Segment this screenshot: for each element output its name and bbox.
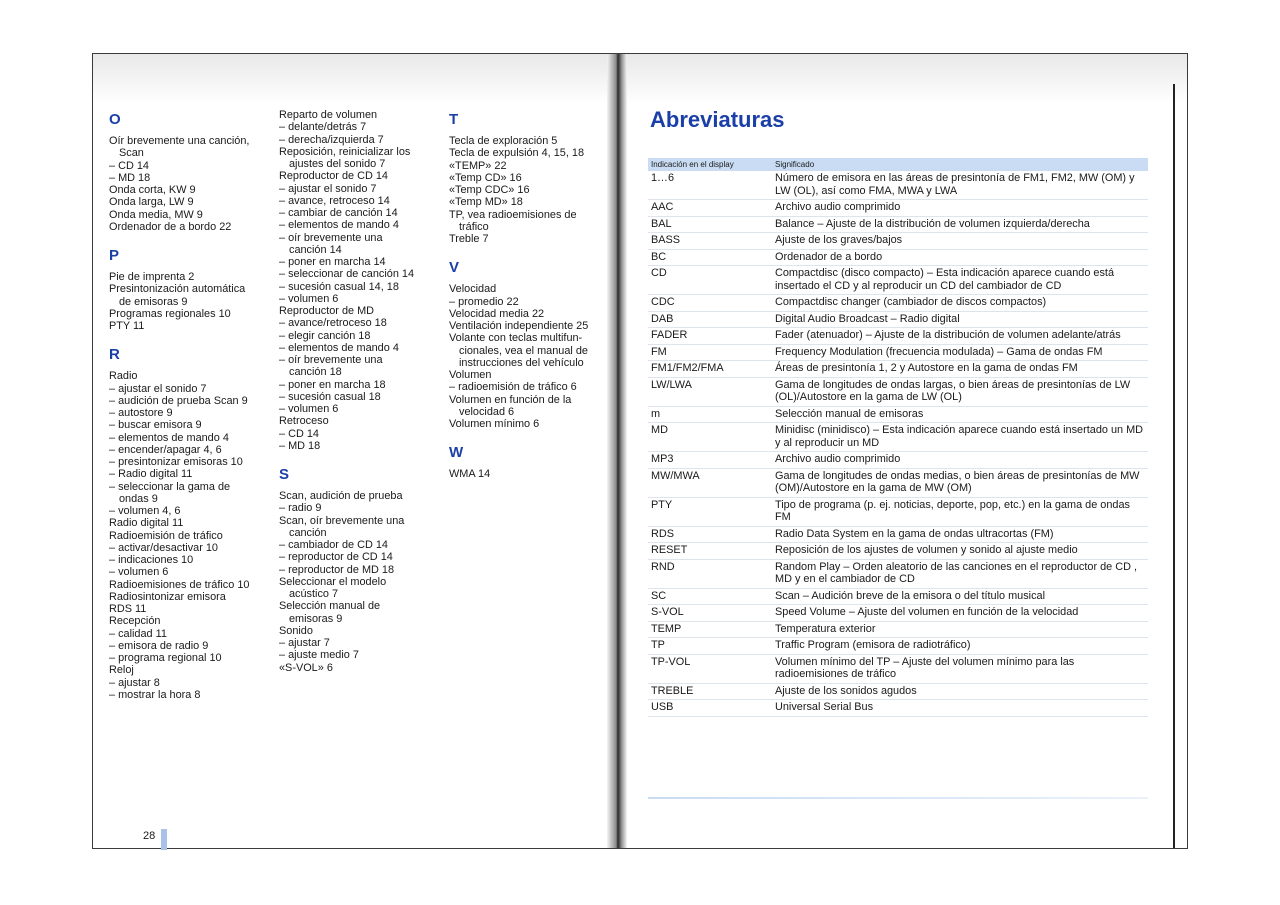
table-row [648,233,1148,250]
abbreviation-cell: BAL [648,216,772,233]
meaning-cell: Archivo audio comprimido [772,452,1148,469]
index-entry: acústico 7 [289,588,339,600]
index-entry: RDS 11 [109,603,147,615]
index-entry: – poner en marcha 14 [279,256,386,268]
table-row [648,588,1148,605]
index-entry: – programa regional 10 [109,652,222,664]
index-entry: – delante/detrás 7 [279,121,367,134]
abbreviation-cell: m [648,406,772,423]
index-column-1 [109,109,269,701]
index-entry: «Temp CDC» 16 [449,184,530,196]
index-entry: – radio 9 [279,502,322,515]
index-entry: Radiosintonizar emisora [109,590,226,603]
index-entry: Tecla de exploración 5 [449,135,558,147]
table-row [648,700,1148,717]
index-entry: canción 14 [289,243,342,256]
index-letter-heading: O [109,111,121,128]
abbreviation-cell: PTY [648,497,772,526]
meaning-cell: Scan – Audición breve de la emisora o del título musical [772,588,1148,605]
index-entry: Onda larga, LW 9 [109,196,194,209]
index-entry: – seleccionar de canción 14 [279,268,415,281]
meaning-cell: Minidisc (minidisco) – Esta indicación aparece cuando está insertado un MD y al reproducir un MD [772,423,1148,452]
index-entry: – elementos de mando 4 [279,341,399,354]
index-entry: – radioemisión de tráfico 6 [449,381,577,394]
table-row [648,497,1148,526]
abbreviation-cell: 1…6 [648,171,772,200]
meaning-cell: Gama de longitudes de ondas medias, o bien áreas de presintonías de MW (OM)/Autostore en la gama de MW (OM) [772,468,1148,497]
meaning-cell: Áreas de presintonía 1, 2 y Autostore en la gama de ondas FM [772,361,1148,378]
index-entry: ajustes del sonido 7 [289,158,386,170]
meaning-cell: Gama de longitudes de ondas largas, o bien áreas de presintonías de LW (OL)/Autostore en la gama de LW (OL) [772,377,1148,406]
index-entry: – ajustar el sonido 7 [279,182,377,195]
index-entry: Onda corta, KW 9 [109,184,196,196]
abbreviation-cell: BC [648,249,772,266]
index-entry: – derecha/izquierda 7 [279,133,384,146]
table-row [648,344,1148,361]
meaning-cell: Compactdisc changer (cambiador de discos compactos) [772,295,1148,312]
index-entry: – volumen 4, 6 [109,505,181,517]
index-entry: Radio digital 11 [109,517,184,530]
abbreviation-cell: AAC [648,200,772,217]
index-entry: Sonido [279,624,313,637]
index-entry: – cambiar de canción 14 [279,207,398,219]
table-row [648,328,1148,345]
index-entry: – avance/retroceso 18 [279,317,387,330]
index-entry: Reparto de volumen [279,109,378,121]
index-entry: Volumen [449,369,492,381]
index-letter-heading: P [109,247,120,264]
column-header-display: Indicación en el display [648,158,772,171]
index-entry: – emisora de radio 9 [109,639,209,652]
index-entry: Velocidad [449,283,497,296]
abbreviation-cell: CDC [648,295,772,312]
index-column-2 [279,109,439,674]
abbreviation-cell: FM [648,344,772,361]
index-entry: Programas regionales 10 [109,307,231,320]
index-entry: – reproductor de CD 14 [279,551,393,564]
index-entry: – ajustar el sonido 7 [109,382,207,395]
index-entry: – oír brevemente una [279,354,383,366]
index-entry: Volumen mínimo 6 [449,418,540,430]
meaning-cell: Frequency Modulation (frecuencia modulada) – Gama de ondas FM [772,344,1148,361]
abbreviation-cell: S-VOL [648,605,772,622]
meaning-cell: Ajuste de los graves/bajos [772,233,1148,250]
index-entry: Pie de imprenta 2 [109,271,195,283]
table-header-row [648,158,1148,171]
index-entry: – MD 18 [109,171,151,184]
abbreviation-cell: RND [648,559,772,588]
abbreviation-cell: MW/MWA [648,468,772,497]
meaning-cell: Universal Serial Bus [772,700,1148,717]
index-entry: – elegir canción 18 [279,329,371,342]
index-entry: – cambiador de CD 14 [279,539,388,551]
meaning-cell: Ajuste de los sonidos agudos [772,683,1148,700]
table-body [648,171,1148,716]
table-row [648,468,1148,497]
meaning-cell: Compactdisc (disco compacto) – Esta indicación aparece cuando está insertado el CD y al reproducir un CD del cambiador de CD [772,266,1148,295]
index-entry: – seleccionar la gama de [109,480,231,493]
index-column-3 [449,109,609,481]
index-entry: – indicaciones 10 [109,554,194,566]
meaning-cell: Random Play – Orden aleatorio de las canciones en el reproductor de CD , MD y en el cambiador de CD [772,559,1148,588]
index-entry: Volante con teclas multifun- [449,332,583,345]
index-entry: – volumen 6 [109,566,169,579]
index-entry: – ajuste medio 7 [279,649,359,662]
index-entry: – reproductor de MD 18 [279,563,395,576]
meaning-cell: Selección manual de emisoras [772,406,1148,423]
meaning-cell: Reposición de los ajustes de volumen y sonido al ajuste medio [772,543,1148,560]
index-entry: Scan [119,147,144,160]
table-row [648,249,1148,266]
table-row [648,654,1148,683]
index-entry: de emisoras 9 [119,295,188,308]
index-entry: Tecla de expulsión 4, 15, 18 [449,147,585,160]
table-row [648,621,1148,638]
index-letter-heading: T [449,111,459,128]
page-number: 28 [143,830,156,842]
index-entry: ondas 9 [119,492,158,505]
index-entry: WMA 14 [449,468,491,481]
index-entry: – poner en marcha 18 [279,378,386,391]
index-entry: Reproductor de MD [279,305,375,317]
table-row [648,605,1148,622]
index-entry: Ordenador de a bordo 22 [109,220,232,233]
table-row [648,361,1148,378]
index-entry: TP, vea radioemisiones de [449,208,577,221]
index-entry: «TEMP» 22 [449,159,507,172]
table-row [648,406,1148,423]
index-entry: – Radio digital 11 [109,468,193,481]
index-entry: – volumen 6 [279,403,339,415]
index-entry: Selección manual de [279,600,381,613]
index-entry: Retroceso [279,415,329,428]
abbreviation-cell: SC [648,588,772,605]
index-entry: – volumen 6 [279,292,339,305]
meaning-cell: Speed Volume – Ajuste del volumen en función de la velocidad [772,605,1148,622]
abbreviation-cell: RESET [648,543,772,560]
abbreviation-cell: TREBLE [648,683,772,700]
index-entry: cionales, vea el manual de [459,344,588,357]
abbreviation-cell: MD [648,423,772,452]
index-entry: Oír brevemente una canción, [109,135,250,147]
index-entry: canción [289,526,327,539]
table-row [648,266,1148,295]
meaning-cell: Radio Data System en la gama de ondas ultracortas (FM) [772,526,1148,543]
index-entry: – oír brevemente una [279,231,383,244]
index-letter-heading: V [449,259,460,277]
meaning-cell: Temperatura exterior [772,621,1148,638]
index-entry: – sucesión casual 18 [279,390,381,403]
index-entry: – elementos de mando 4 [279,219,399,232]
index-entry: Radio [109,370,138,383]
index-entry: Radioemisiones de tráfico 10 [109,578,250,591]
index-entry: – sucesión casual 14, 18 [279,280,399,293]
abbreviation-cell: USB [648,700,772,717]
index-entry: instrucciones del vehículo [459,356,584,369]
index-entry: – avance, retroceso 14 [279,194,390,207]
table-row [648,452,1148,469]
index-entry: PTY 11 [109,320,145,332]
abbreviation-cell: TP-VOL [648,654,772,683]
table-bottom-rule [648,797,1148,799]
index-entry: – CD 14 [109,159,149,172]
abbreviation-cell: TP [648,638,772,655]
index-entry: tráfico [459,220,489,233]
index-entry: – ajustar 7 [279,637,330,649]
index-entry: «Temp MD» 18 [449,196,523,209]
meaning-cell: Fader (atenuador) – Ajuste de la distribución de volumen adelante/atrás [772,328,1148,345]
meaning-cell: Volumen mínimo del TP – Ajuste del volumen mínimo para las radioemisiones de tráfico [772,654,1148,683]
table-row [648,200,1148,217]
abbreviation-cell: FADER [648,328,772,345]
table-row [648,311,1148,328]
abbreviation-cell: RDS [648,526,772,543]
index-entry: – autostore 9 [109,407,173,419]
index-letter-heading: R [109,346,120,364]
table-row [648,423,1148,452]
page-title: Abreviaturas [650,107,785,132]
table-row [648,543,1148,560]
index-entry: – elementos de mando 4 [109,431,229,444]
index-entry: – activar/desactivar 10 [109,541,218,554]
index-entry: Reproductor de CD 14 [279,170,388,183]
meaning-cell: Tipo de programa (p. ej. noticias, deporte, pop, etc.) en la gama de ondas FM [772,497,1148,526]
table-row [648,526,1148,543]
index-letter-heading: S [279,466,290,483]
abbreviation-cell: TEMP [648,621,772,638]
index-entry: canción 18 [289,366,342,379]
index-entry: Velocidad media 22 [449,307,545,320]
meaning-cell: Número de emisora en las áreas de presintonía de FM1, FM2, MW (OM) y LW (OL), así como FMA, MWA y LWA [772,171,1148,200]
table-row [648,171,1148,200]
index-entry: Reposición, reinicializar los [279,145,411,158]
index-entry: – MD 18 [279,439,321,452]
index-entry: «Temp CD» 16 [449,171,522,184]
page-tab-marker [161,829,167,850]
abbreviation-cell: LW/LWA [648,377,772,406]
index-entry: Scan, oír brevemente una [279,514,405,527]
index-entry: Volumen en función de la [449,393,572,406]
index-entry: Treble 7 [449,233,489,245]
meaning-cell: Traffic Program (emisora de radiotráfico) [772,638,1148,655]
page-edge [1173,84,1175,848]
meaning-cell: Digital Audio Broadcast – Radio digital [772,311,1148,328]
index-entry: velocidad 6 [459,405,515,418]
abbreviation-cell: DAB [648,311,772,328]
index-entry: – promedio 22 [449,295,519,308]
abbreviation-cell: FM1/FM2/FMA [648,361,772,378]
table-row [648,295,1148,312]
table-row [648,559,1148,588]
meaning-cell: Balance – Ajuste de la distribución de volumen izquierda/derecha [772,216,1148,233]
book-spread [92,53,1188,849]
index-entry: – ajustar 8 [109,676,160,689]
table-row [648,683,1148,700]
abbreviation-cell: BASS [648,233,772,250]
index-entry: – buscar emisora 9 [109,419,202,432]
index-entry: – presintonizar emisoras 10 [109,456,243,468]
table-row [648,638,1148,655]
index-entry: emisoras 9 [289,612,343,625]
index-entry: Onda media, MW 9 [109,208,203,221]
index-entry: – encender/apagar 4, 6 [109,443,222,456]
abbreviation-cell: CD [648,266,772,295]
meaning-cell: Ordenador de a bordo [772,249,1148,266]
index-entry: Presintonización automática [109,283,246,296]
table-row [648,377,1148,406]
meaning-cell: Archivo audio comprimido [772,200,1148,217]
index-entry: Scan, audición de prueba [279,490,403,502]
table-row [648,216,1148,233]
column-header-meaning: Significado [772,158,1148,171]
index-entry: Seleccionar el modelo [279,575,387,588]
index-entry: «S-VOL» 6 [279,661,333,674]
book-gutter [607,54,627,848]
index-entry: – audición de prueba Scan 9 [109,394,248,407]
index-letter-heading: W [449,444,464,462]
index-entry: – calidad 11 [109,627,167,640]
index-entry: Ventilación independiente 25 [449,320,589,332]
index-entry: – mostrar la hora 8 [109,688,201,701]
index-entry: Reloj [109,664,134,677]
index-entry: – CD 14 [279,427,319,440]
abbreviation-cell: MP3 [648,452,772,469]
abbreviations-table [648,158,1148,717]
index-entry: Recepción [109,615,161,628]
index-entry: Radioemisión de tráfico [109,529,223,542]
